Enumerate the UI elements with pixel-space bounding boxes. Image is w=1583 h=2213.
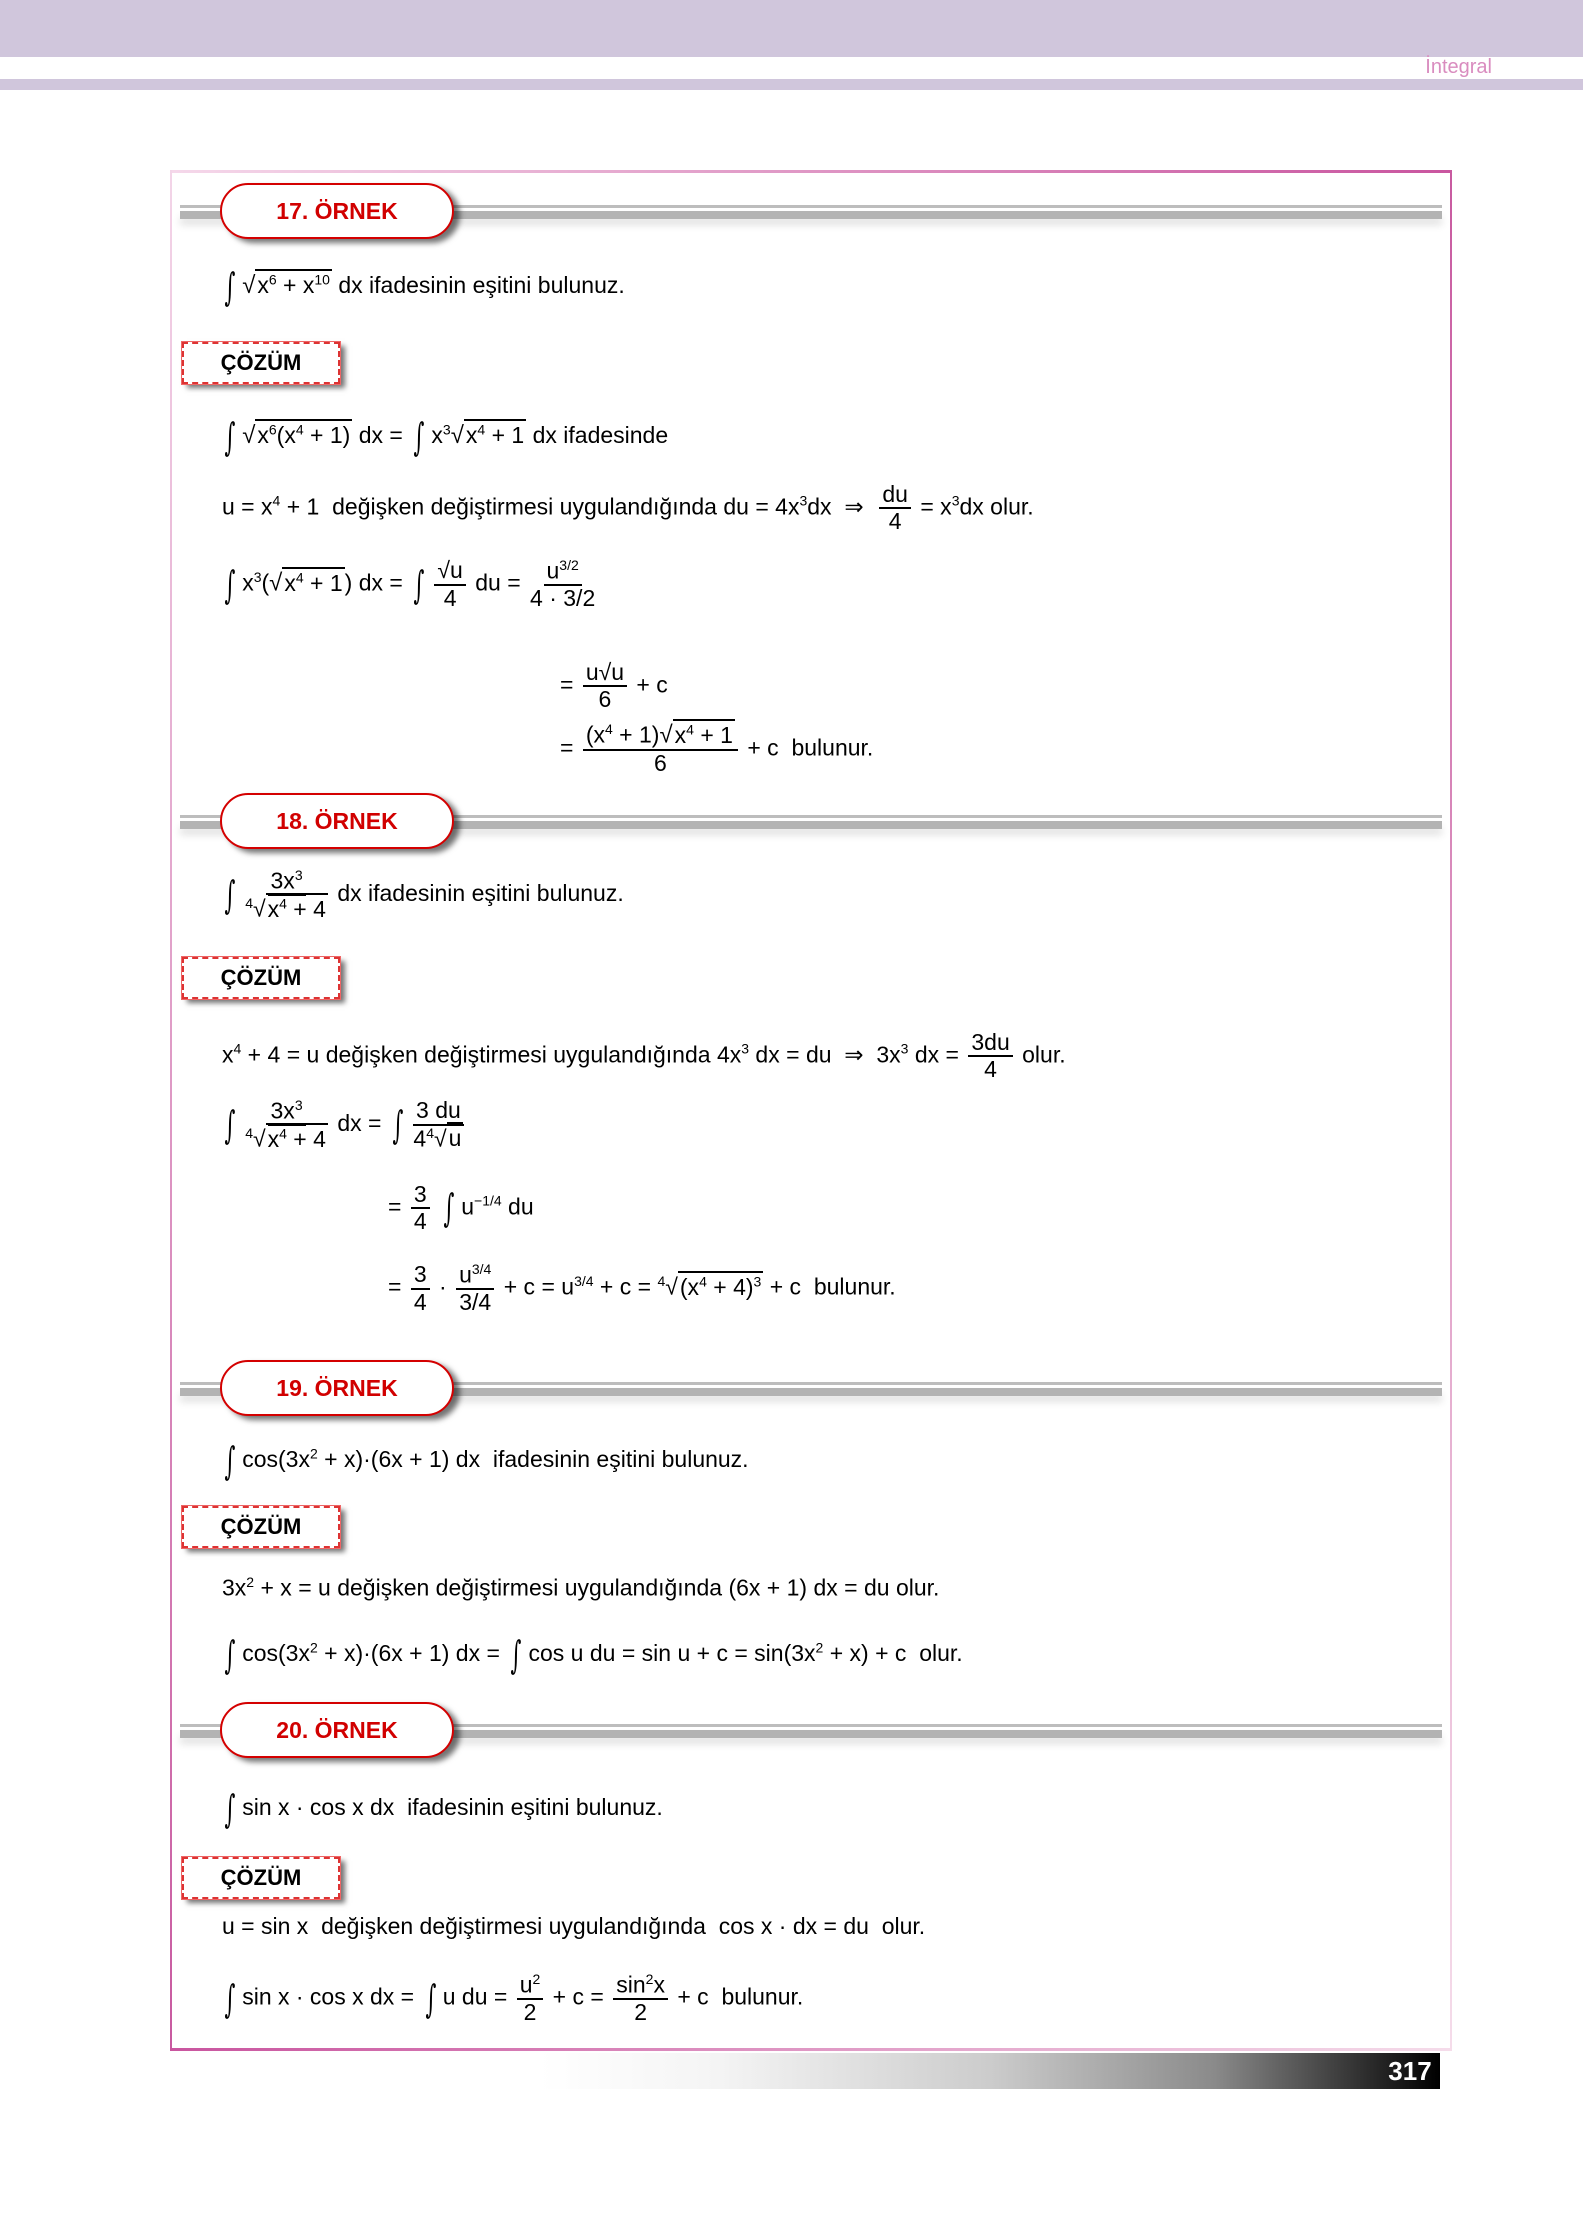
solution-line: ∫ $√x^6(x^4 + 1)$ dx = ∫ $x^3√x^4 + 1$ dx ifadesinde (224, 415, 669, 459)
example-17-question: ∫ $√x^6 + x^{10}$ dx ifadesinin eşitini bulunuz. (224, 265, 625, 309)
solution-label: ÇÖZÜM (182, 957, 340, 999)
frame-right-border (1450, 170, 1452, 2050)
integral-sign-icon: ∫ (224, 265, 236, 309)
integral-sign-icon: ∫ (224, 562, 236, 607)
integral-sign-icon: ∫ (224, 1439, 236, 1483)
solution-line: = $\frac{3}{4}$ ∫ $u^{-1/4}$ du (388, 1181, 534, 1235)
frame-bottom-border (170, 2048, 1452, 2051)
solution-line: = $\frac{u√u}{6}$ + c (560, 659, 668, 713)
integral-sign-icon: ∫ (224, 415, 236, 459)
integral-sign-icon: ∫ (443, 1186, 455, 1231)
footer-gradient-bar (540, 2053, 1440, 2089)
solution-line: = $\frac{(x^4 + 1)√x^4 + 1}{6}$ + c bulunur. (560, 722, 873, 776)
frame-left-border (170, 170, 172, 2050)
integral-sign-icon: ∫ (224, 1102, 236, 1147)
solution-line: ∫ $\frac{3x^3}{^4√x^4 + 4}$ dx = ∫ $\frac{3 du}{4^4√u}$ (220, 1098, 467, 1152)
header-band-lower (0, 79, 1583, 90)
solution-line: $x^4 + 4 = u$ değişken değiştirmesi uygulandığında $4x^3$ dx = du ⇒ $3x^3$ dx = $\frac{3du}{4}$ olur. (222, 1029, 1066, 1083)
solution-line: ∫ sin x · cos x dx = ∫ u du = $\frac{u^2}{2}$ + c = $\frac{\sin^2x}{2}$ + c bulunur. (224, 1971, 804, 2025)
solution-line: $3x^2 + x = u$ değişken değiştirmesi uygulandığında (6x + 1) dx = du olur. (222, 1574, 940, 1601)
solution-line: = $\frac{3}{4}$ · $\frac{u^{3/4}}{3/4}$ + $c = u^{3/4} + c = ^4√(x^4 + 4)^3 + c$ bulunur. (388, 1261, 896, 1315)
solution-label: ÇÖZÜM (182, 1506, 340, 1548)
page-number: 317 (1388, 2055, 1432, 2086)
solution-label: ÇÖZÜM (182, 1857, 340, 1899)
solution-line: ∫ $\cos(3x^2 + x)\cdot(6x + 1)$ dx = ∫ cos u du = $\sin u + c = \sin(3x^2 + x) + c$ olur. (224, 1633, 963, 1677)
integral-sign-icon: ∫ (224, 1976, 236, 2021)
header-band (0, 0, 1583, 57)
integral-sign-icon: ∫ (224, 872, 236, 917)
integral-sign-icon: ∫ (413, 415, 425, 459)
integral-sign-icon: ∫ (392, 1102, 404, 1147)
integral-sign-icon: ∫ (424, 1976, 436, 2021)
solution-line: $u = x^4 + 1$ değişken değiştirmesi uygulandığında du = $4x^3dx$ ⇒ $\frac{du}{4}$ = $x^3dx$ olur. (222, 481, 1034, 535)
header-strip (0, 57, 1583, 79)
frame-top-border (170, 170, 1452, 173)
integral-sign-icon: ∫ (224, 1787, 236, 1831)
integral-sign-icon: ∫ (413, 562, 425, 607)
integral-sign-icon: ∫ (510, 1633, 522, 1677)
solution-line: u = sin x değişken değiştirmesi uygulandığında cos x · dx = du olur. (222, 1913, 926, 1939)
solution-line: ∫ $x^3(√x^4 + 1)$ dx = ∫ $\frac{√u}{4}$ du = $\frac{u^{3/2}}{4 \cdot 3/2}$ (224, 557, 596, 611)
example-17-badge: 17. ÖRNEK (220, 183, 454, 239)
example-18-question: ∫ $\frac{3x^3}{^4√x^4 + 4}$ dx ifadesinin eşitini bulunuz. (224, 867, 624, 922)
example-18-badge: 18. ÖRNEK (220, 793, 454, 849)
solution-label: ÇÖZÜM (182, 342, 340, 384)
example-20-badge: 20. ÖRNEK (220, 1702, 454, 1758)
example-20-question: ∫ sin x · cos x dx ifadesinin eşitini bulunuz. (224, 1787, 663, 1831)
integral-sign-icon: ∫ (224, 1633, 236, 1677)
example-19-badge: 19. ÖRNEK (220, 1360, 454, 1416)
example-19-question: ∫ $\cos(3x^2 + x)\cdot(6x + 1)$ dx ifadesinin eşitini bulunuz. (224, 1439, 749, 1483)
chapter-title: İntegral (1425, 56, 1492, 78)
